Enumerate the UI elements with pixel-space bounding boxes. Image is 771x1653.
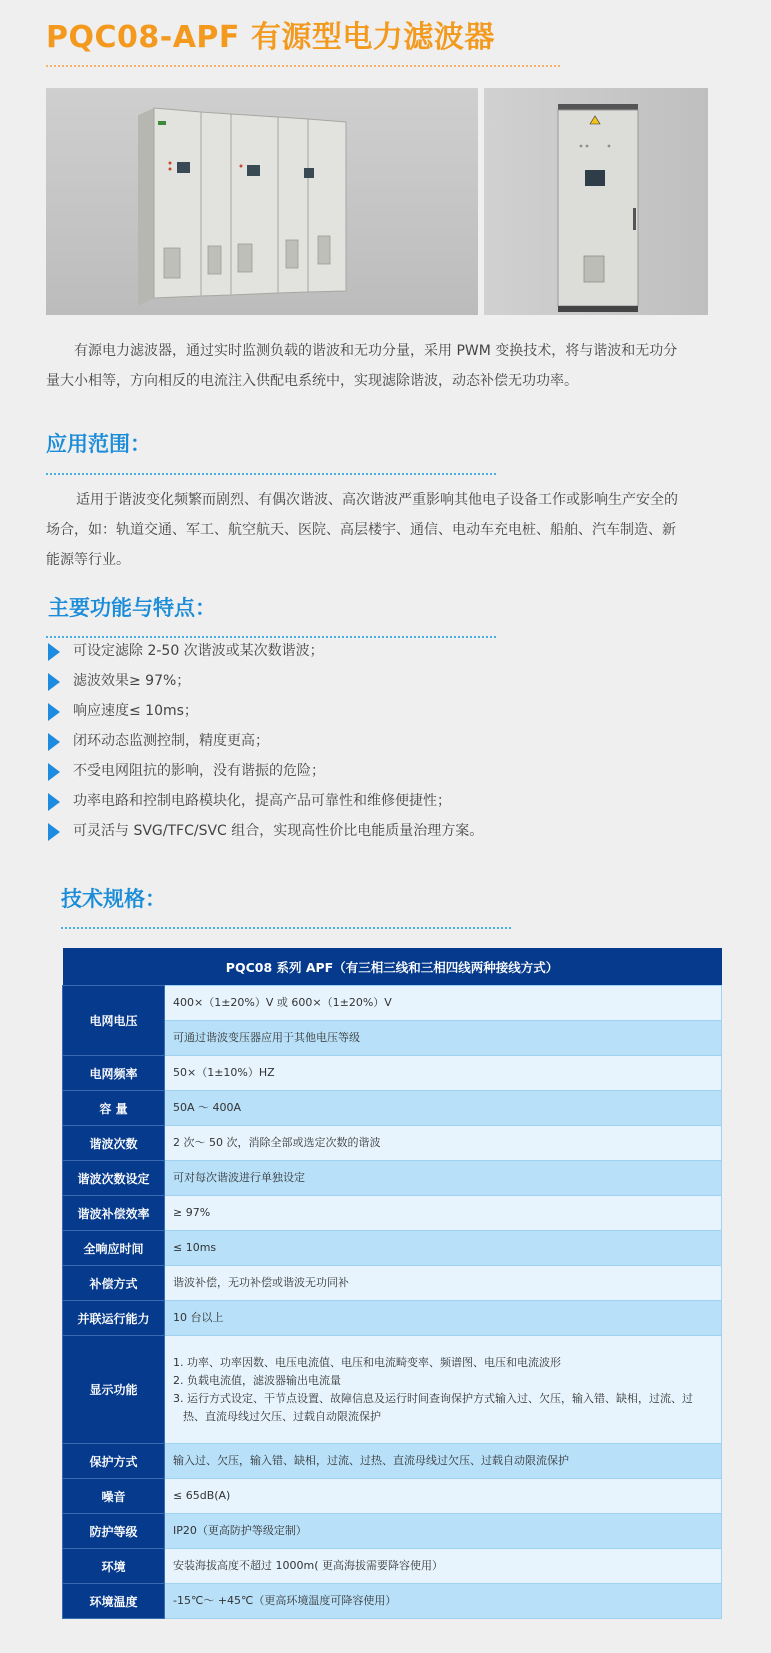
spec-value-capacity: 50A ～ 400A <box>165 1091 722 1126</box>
spec-table <box>62 948 722 1619</box>
cabinet-single-illustration <box>484 88 708 315</box>
spec-key-efficiency: 谐波补偿效率 <box>63 1196 165 1231</box>
spec-value-harmonic-setting: 可对每次谐波进行单独设定 <box>165 1161 722 1196</box>
spec-key-compensation: 补偿方式 <box>63 1266 165 1301</box>
spec-key-response: 全响应时间 <box>63 1231 165 1266</box>
spec-key-voltage: 电网电压 <box>63 986 165 1056</box>
spec-value-compensation: 谐波补偿，无功补偿或谐波无功同补 <box>165 1266 722 1301</box>
spec-value-environment: 安装海拔高度不超过 1000m( 更高海拔需要降容使用） <box>165 1549 722 1584</box>
spec-key-display: 显示功能 <box>63 1336 165 1444</box>
spec-value-parallel: 10 台以上 <box>165 1301 722 1336</box>
feature-text: 闭环动态监测控制，精度更高； <box>73 733 269 749</box>
spec-value-noise: ≤ 65dB(A) <box>165 1479 722 1514</box>
spec-value-harmonic-order: 2 次～ 50 次，消除全部或选定次数的谐波 <box>165 1126 722 1161</box>
spec-value-efficiency: ≥ 97% <box>165 1196 722 1231</box>
intro-paragraph: 有源电力滤波器，通过实时监测负载的谐波和无功分量，采用 PWM 变换技术，将与谐波和无功分量大小相等，方向相反的电流注入供配电系统中，实现滤除谐波，动态补偿无功功率。 <box>46 343 678 389</box>
features-heading: 主要功能与特点： <box>48 596 216 620</box>
spec-key-frequency: 电网频率 <box>63 1056 165 1091</box>
feature-item <box>46 726 686 756</box>
application-heading: 应用范围： <box>46 432 151 456</box>
spec-value-temperature: -15℃～ +45℃（更高环境温度可降容使用） <box>165 1584 722 1619</box>
spec-value-frequency: 50×（1±10%）HZ <box>165 1056 722 1091</box>
feature-text: 可灵活与 SVG/TFC/SVC 组合，实现高性价比电能质量治理方案。 <box>73 823 484 839</box>
feature-text: 滤波效果≥ 97%； <box>73 673 191 689</box>
application-divider <box>46 473 496 475</box>
spec-value-voltage-note: 可通过谐波变压器应用于其他电压等级 <box>165 1021 722 1056</box>
feature-text: 不受电网阻抗的影响，没有谐振的危险； <box>73 763 325 779</box>
spec-value-protection: 输入过、欠压，输入错、缺相，过流、过热、直流母线过欠压、过载自动限流保护 <box>165 1444 722 1479</box>
feature-item <box>46 816 686 846</box>
cabinet-row-illustration <box>46 88 478 315</box>
arrow-right-icon <box>48 673 60 691</box>
spec-key-ip: 防护等级 <box>63 1514 165 1549</box>
spec-key-harmonic-setting: 谐波次数设定 <box>63 1161 165 1196</box>
spec-key-capacity: 容 量 <box>63 1091 165 1126</box>
features-list <box>46 636 686 846</box>
display-line: 2. 负载电流值，滤波器输出电流量 <box>173 1373 341 1387</box>
feature-text: 响应速度≤ 10ms； <box>73 703 198 719</box>
feature-text: 可设定滤除 2-50 次谐波或某次数谐波； <box>73 643 324 659</box>
spec-key-protection: 保护方式 <box>63 1444 165 1479</box>
feature-item <box>46 666 686 696</box>
title-divider <box>46 65 560 67</box>
spec-value-voltage: 400×（1±20%）V 或 600×（1±20%）V <box>165 986 722 1021</box>
spec-key-harmonic-order: 谐波次数 <box>63 1126 165 1161</box>
spec-key-parallel: 并联运行能力 <box>63 1301 165 1336</box>
spec-key-noise: 噪音 <box>63 1479 165 1514</box>
feature-item <box>46 696 686 726</box>
page-title: PQC08-APF 有源型电力滤波器 <box>46 20 495 55</box>
arrow-right-icon <box>48 763 60 781</box>
specs-divider <box>61 927 511 929</box>
arrow-right-icon <box>48 823 60 841</box>
arrow-right-icon <box>48 733 60 751</box>
spec-value-display <box>165 1336 722 1444</box>
feature-item <box>46 786 686 816</box>
product-image-right <box>484 88 708 315</box>
spec-table-title: PQC08 系列 APF（有三相三线和三相四线两种接线方式） <box>63 948 722 986</box>
arrow-right-icon <box>48 793 60 811</box>
arrow-right-icon <box>48 643 60 661</box>
spec-key-temperature: 环境温度 <box>63 1584 165 1619</box>
specs-heading: 技术规格： <box>61 887 166 911</box>
application-paragraph: 适用于谐波变化频繁而剧烈、有偶次谐波、高次谐波严重影响其他电子设备工作或影响生产安全的场合，如：轨道交通、军工、航空航天、医院、高层楼宇、通信、电动车充电桩、船舶、汽车制造、新能源等行业。 <box>46 492 678 568</box>
arrow-right-icon <box>48 703 60 721</box>
product-image-left <box>46 88 478 315</box>
feature-item <box>46 756 686 786</box>
feature-item <box>46 636 686 666</box>
spec-value-ip: IP20（更高防护等级定制） <box>165 1514 722 1549</box>
feature-text: 功率电路和控制电路模块化，提高产品可靠性和维修便捷性； <box>73 793 451 809</box>
display-line: 1. 功率、功率因数、电压电流值、电压和电流畸变率、频谱图、电压和电流波形 <box>173 1355 561 1369</box>
display-line: 3. 运行方式设定、干节点设置、故障信息及运行时间查询保护方式输入过、欠压，输入错、缺相，过流、过热、直流母线过欠压、过载自动限流保护 <box>173 1391 693 1423</box>
spec-value-response: ≤ 10ms <box>165 1231 722 1266</box>
spec-key-environment: 环境 <box>63 1549 165 1584</box>
